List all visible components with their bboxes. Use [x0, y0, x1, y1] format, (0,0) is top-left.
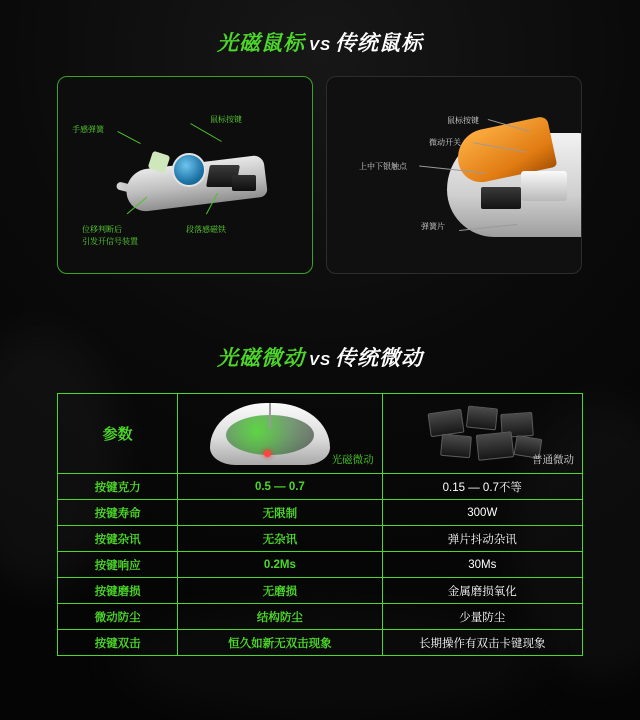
magnet-disc-shape [172, 153, 206, 187]
row-param: 微动防尘 [58, 604, 178, 630]
row-traditional-value: 长期操作有双击卡键现象 [382, 630, 582, 656]
table-row [58, 630, 583, 656]
header-optical-label: 光磁微动 [331, 453, 374, 466]
traditional-mouse-illustration [429, 115, 579, 255]
panel-traditional-mouse [326, 76, 582, 274]
row-param: 按键杂讯 [58, 526, 178, 552]
switch-pile-thumbnail [423, 405, 543, 463]
row-optical-value: 结构防尘 [178, 604, 382, 630]
section-title-switch [0, 348, 640, 369]
table-header-row [58, 394, 583, 474]
pcb-shape [481, 187, 521, 209]
button-seam [269, 403, 271, 429]
row-param: 按键寿命 [58, 500, 178, 526]
sensor-dot [264, 450, 271, 457]
table-row [58, 526, 583, 552]
row-param: 按键克力 [58, 474, 178, 500]
row-traditional-value: 少量防尘 [382, 604, 582, 630]
row-param: 按键响应 [58, 552, 178, 578]
optical-mouse-thumbnail [210, 403, 330, 465]
header-optical-cell [178, 394, 382, 474]
row-traditional-value: 弹片抖动杂讯 [382, 526, 582, 552]
micro-switch-shape [521, 171, 567, 201]
label-displacement-1: 位移判断后 [82, 225, 122, 234]
table-row [58, 578, 583, 604]
header-param-cell [58, 394, 178, 474]
row-optical-value: 无杂讯 [178, 526, 382, 552]
row-optical-value: 0.2Ms [178, 552, 382, 578]
row-param: 按键双击 [58, 630, 178, 656]
label-displacement-2: 引发开信号装置 [82, 237, 138, 246]
label-micro-switch: 微动开关 [429, 138, 461, 147]
section-title-white: 传统微动 [335, 347, 423, 370]
table-row [58, 552, 583, 578]
label-magnet: 段落感磁铁 [186, 225, 226, 234]
switch-shape [475, 431, 514, 461]
optical-mouse-illustration [116, 125, 276, 225]
switch-shape [440, 433, 472, 458]
pcb-chip-shape [232, 175, 256, 191]
table-row [58, 500, 583, 526]
label-spring: 手感弹簧 [72, 125, 104, 134]
label-mouse-button: 鼠标按键 [447, 116, 479, 125]
table-row [58, 474, 583, 500]
section-title-green: 光磁微动 [216, 347, 305, 370]
row-optical-value: 0.5 — 0.7 [178, 474, 382, 500]
table-row [58, 604, 583, 630]
row-optical-value: 无磨损 [178, 578, 382, 604]
section-title-green: 光磁鼠标 [216, 32, 305, 55]
header-traditional-label: 普通微动 [532, 453, 574, 466]
section-title-white: 传统鼠标 [335, 32, 423, 55]
switch-shape [427, 408, 464, 436]
label-mouse-button: 鼠标按键 [210, 115, 242, 124]
header-optical-graphic [180, 395, 379, 473]
header-param-label: 参数 [102, 426, 133, 443]
section-title-mouse [0, 33, 640, 54]
header-traditional-graphic [385, 395, 580, 473]
comparison-panels [57, 76, 583, 274]
spec-comparison-table [57, 393, 583, 656]
panel-optical-magnetic-mouse [57, 76, 313, 274]
row-traditional-value: 30Ms [382, 552, 582, 578]
row-optical-value: 无限制 [178, 500, 382, 526]
row-traditional-value: 金属磨损氧化 [382, 578, 582, 604]
label-silver-contacts: 上中下银触点 [359, 162, 407, 171]
row-param: 按键磨损 [58, 578, 178, 604]
section-title-vs: VS [308, 37, 331, 54]
row-traditional-value: 0.15 — 0.7不等 [382, 474, 582, 500]
row-optical-value: 恒久如新无双击现象 [178, 630, 382, 656]
label-spring-plate: 弹簧片 [421, 222, 445, 231]
row-traditional-value: 300W [382, 500, 582, 526]
section-title-vs: VS [308, 352, 331, 369]
header-traditional-cell [382, 394, 582, 474]
switch-shape [466, 405, 498, 430]
